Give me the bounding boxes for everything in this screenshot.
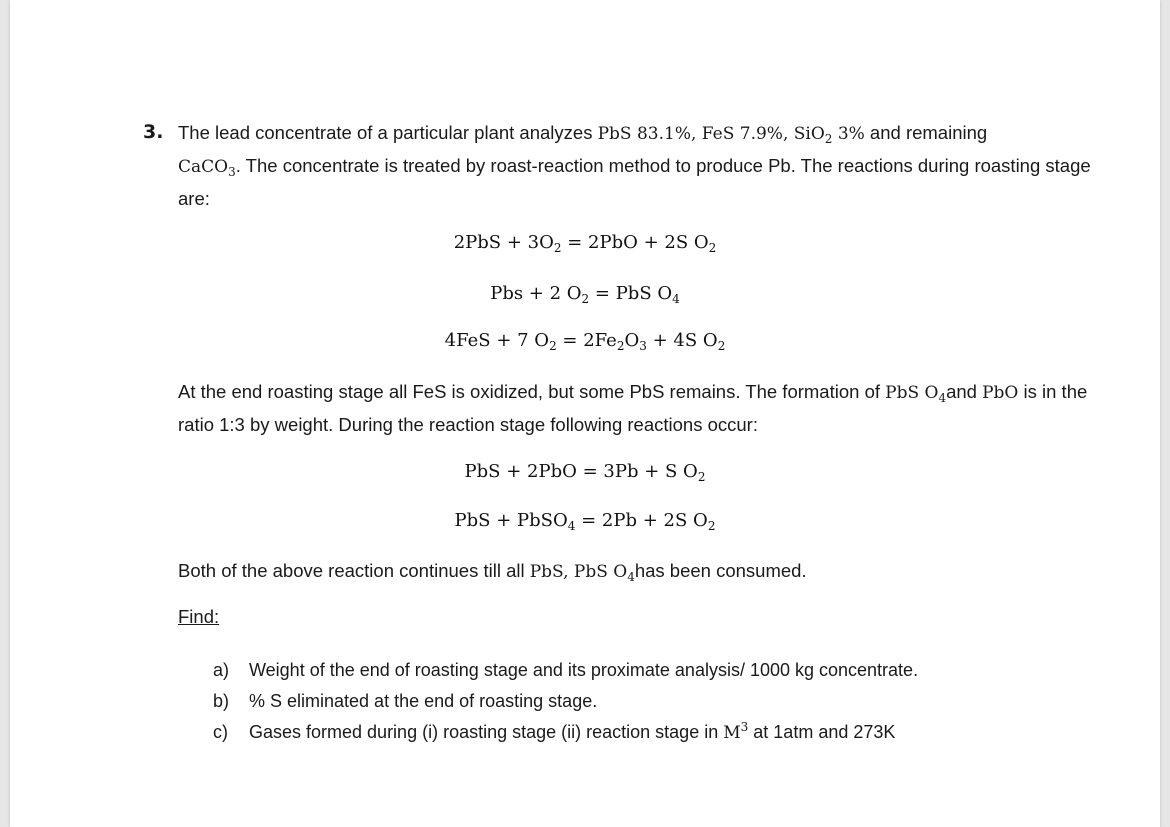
reaction-equation-1: PbS + 2PbO = 3Pb + S $O_2$ bbox=[464, 461, 706, 484]
middle-paragraph: At the end roasting stage all FeS is oxidized, but some PbS remains. The formation of PbS $O_4and$ PbO is in the ratio 1:3 by weight. During the reaction stage following reactions occur: bbox=[178, 381, 1088, 435]
list-item: b) % S eliminated at the end of roasting stage. bbox=[213, 691, 598, 711]
find-list bbox=[213, 655, 918, 748]
document-page bbox=[10, 0, 1160, 827]
both-paragraph: Both of the above reaction continues till all PbS, PbS $O_4has$ been consumed. bbox=[178, 560, 807, 584]
find-heading: Find: bbox=[178, 606, 220, 627]
composition-formula: PbS 83.1%, FeS 7.9%, SiO$_2$ 3% bbox=[597, 124, 865, 146]
list-item: c) Gases formed during (i) roasting stage (ii) reaction stage in $M^3$ at 1atm and 273K bbox=[213, 720, 896, 743]
question-number: 3. bbox=[143, 121, 164, 143]
intro-text-rest: . The concentrate is treated by roast-reaction method to produce Pb. The reactions during roasting stage are: bbox=[178, 155, 1091, 209]
list-item: a) Weight of the end of roasting stage and its proximate analysis/ 1000 kg concentrate. bbox=[213, 660, 919, 680]
reaction-equation-2: PbS + PbSO$_4$ = 2Pb + 2S $O_2$ bbox=[454, 510, 716, 533]
question-intro bbox=[178, 117, 1098, 214]
intro-text-end: and remaining bbox=[864, 122, 988, 143]
roasting-equation-2: Pbs + 2 $O_2$ = PbS $O_4$ bbox=[490, 283, 680, 306]
roasting-equation-3: 4FeS + 7 $O_2 = 2Fe_2O_3 + 4S$ $O_2$ bbox=[444, 330, 726, 353]
roasting-equation-1: $2PbS + 3O_2 = 2PbO + 2S$ $O_2$ bbox=[453, 232, 717, 255]
caco3-formula: CaCO$_3$ bbox=[178, 157, 236, 179]
intro-text: The lead concentrate of a particular plant analyzes bbox=[178, 122, 598, 143]
